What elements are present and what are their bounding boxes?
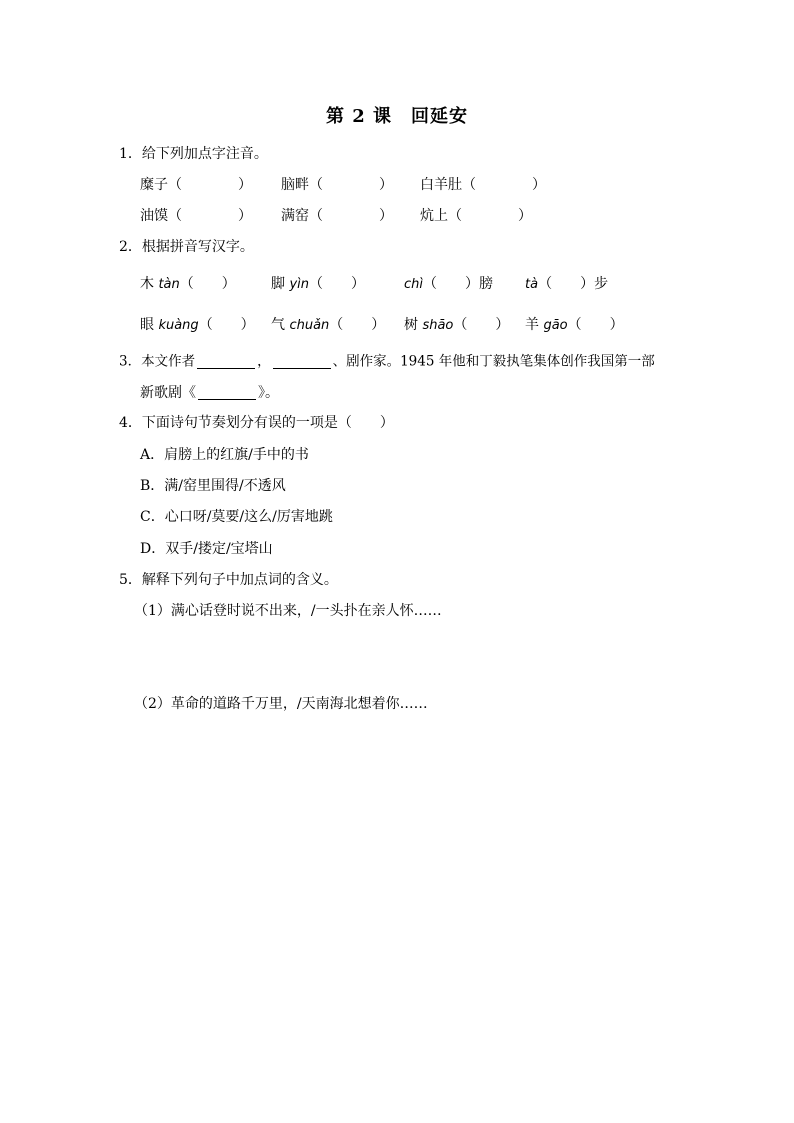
pinyin: tàn xyxy=(158,277,180,292)
q4-option-d: D．双手/搂定/宝塔山 xyxy=(140,541,273,557)
q2-item: tà（ ）步 xyxy=(525,276,609,292)
q2-item: chì（ ）膀 xyxy=(404,276,493,292)
q2-item: 眼 kuàng（ ） xyxy=(140,317,255,333)
answer-blank[interactable] xyxy=(198,385,256,400)
q1-item: 满窑（ ） xyxy=(281,208,393,224)
q4-option-b: B．满/窑里围得/不透风 xyxy=(140,478,286,494)
pinyin: shāo xyxy=(422,318,454,333)
question-3-line-1: 3．本文作者 ， 、剧作家。1945 年他和丁毅执笔集体创作我国第一部 xyxy=(119,353,655,370)
pinyin: chì xyxy=(404,277,423,292)
answer-blank[interactable] xyxy=(273,354,331,369)
question-1-stem: 1．给下列加点字注音。 xyxy=(119,146,268,162)
q1-item: 油馍（ ） xyxy=(140,208,252,224)
question-3-line-2: 新歌剧《 》。 xyxy=(140,385,279,401)
question-2-stem: 2．根据拼音写汉字。 xyxy=(119,239,254,255)
q1-item: 炕上（ ） xyxy=(420,208,532,224)
q1-item: 糜子（ ） xyxy=(140,177,252,193)
q2-item: 羊 gāo（ ） xyxy=(525,317,624,333)
question-4-stem: 4．下面诗句节奏划分有误的一项是（ ） xyxy=(119,415,394,431)
pinyin: gāo xyxy=(543,318,568,333)
q5-sub-2: （2）革命的道路千万里，/天南海北想着你…… xyxy=(134,696,428,712)
question-5-stem: 5．解释下列句子中加点词的含义。 xyxy=(119,572,338,588)
answer-blank[interactable] xyxy=(197,354,255,369)
q2-item: 脚 yìn（ ） xyxy=(271,276,365,292)
pinyin: chuǎn xyxy=(289,318,330,333)
q4-option-a: A．肩膀上的红旗/手中的书 xyxy=(140,447,309,463)
q1-item: 白羊肚（ ） xyxy=(420,177,546,193)
pinyin: kuàng xyxy=(158,318,199,333)
q5-sub-1: （1）满心话登时说不出来，/一头扑在亲人怀…… xyxy=(134,603,442,619)
page-title: 第 2 课 回延安 xyxy=(325,106,469,127)
q4-option-c: C．心口呀/莫要/这么/厉害地跳 xyxy=(140,509,333,525)
q2-item: 木 tàn（ ） xyxy=(140,276,236,292)
pinyin: yìn xyxy=(289,277,309,292)
q2-item: 树 shāo（ ） xyxy=(404,317,510,333)
q1-item: 脑畔（ ） xyxy=(281,177,393,193)
pinyin: tà xyxy=(525,277,539,292)
q2-item: 气 chuǎn（ ） xyxy=(271,317,386,333)
